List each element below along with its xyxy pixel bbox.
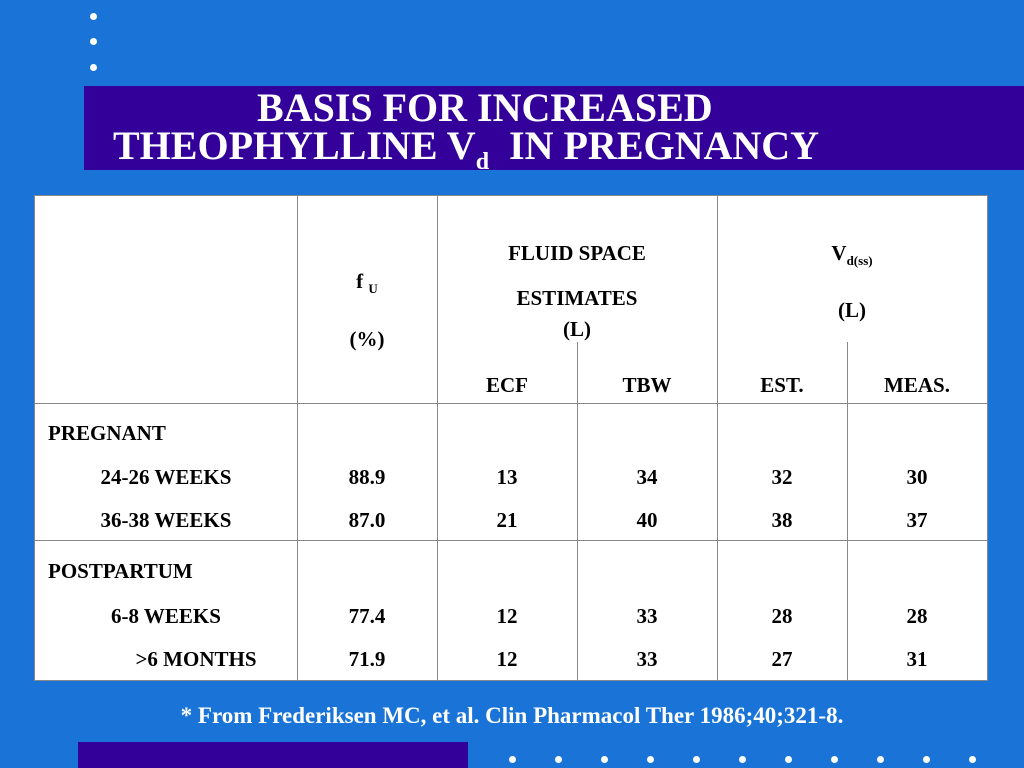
cell-meas: 28 xyxy=(906,604,928,628)
header-fluid-unit: (L) xyxy=(563,317,591,341)
slide-title-end: IN PREGNANCY xyxy=(509,123,820,168)
cell-ecf: 13 xyxy=(496,465,518,489)
cell-est: 32 xyxy=(771,465,793,489)
cell-fu: 88.9 xyxy=(348,465,386,489)
header-fluid-space: FLUID SPACE xyxy=(508,241,646,265)
header-fluid-estimates: ESTIMATES xyxy=(516,286,638,310)
cell-est: 28 xyxy=(771,604,793,628)
header-est: EST. xyxy=(760,373,804,397)
decor-dot xyxy=(555,756,562,763)
row-label: 6-8 WEEKS xyxy=(111,604,221,628)
row-label: 24-26 WEEKS xyxy=(100,465,232,489)
cell-meas: 30 xyxy=(906,465,928,489)
header-fu-subscript: U xyxy=(368,281,378,296)
decor-dot xyxy=(509,756,516,763)
cell-tbw: 33 xyxy=(636,604,658,628)
data-table xyxy=(34,195,988,681)
decor-dot xyxy=(601,756,608,763)
cell-fu: 87.0 xyxy=(348,508,386,532)
slide-title-line2 xyxy=(113,123,820,175)
decor-dot xyxy=(90,38,97,45)
header-ecf: ECF xyxy=(486,373,528,397)
decor-dot xyxy=(785,756,792,763)
row-label: >6 MONTHS xyxy=(135,647,257,671)
header-divider xyxy=(35,403,987,404)
decor-dot xyxy=(647,756,654,763)
cell-ecf: 12 xyxy=(496,647,518,671)
row-label: 36-38 WEEKS xyxy=(100,508,232,532)
cell-fu: 77.4 xyxy=(348,604,386,628)
header-vd-subscript: d(ss) xyxy=(846,253,873,268)
header-vd-unit: (L) xyxy=(838,298,866,322)
slide-title-line1: BASIS FOR INCREASED xyxy=(257,85,713,130)
cell-tbw: 33 xyxy=(636,647,658,671)
header-vd-main: V xyxy=(831,241,847,265)
decor-dot xyxy=(90,64,97,71)
header-fu xyxy=(297,269,437,296)
header-vd xyxy=(717,241,987,268)
group-label: POSTPARTUM xyxy=(48,559,193,583)
slide-title-subscript: d xyxy=(475,149,490,175)
cell-ecf: 21 xyxy=(496,508,518,532)
citation-footnote: * From Frederiksen MC, et al. Clin Pharmacol Ther 1986;40;321-8. xyxy=(180,703,844,728)
cell-meas: 31 xyxy=(906,647,928,671)
group-label: PREGNANT xyxy=(48,421,166,445)
cell-tbw: 34 xyxy=(636,465,658,489)
cell-fu: 71.9 xyxy=(348,647,386,671)
slide-title-gap xyxy=(489,123,509,168)
header-meas: MEAS. xyxy=(884,373,950,397)
cell-tbw: 40 xyxy=(636,508,658,532)
header-tbw: TBW xyxy=(622,373,672,397)
decor-dot xyxy=(923,756,930,763)
cell-ecf: 12 xyxy=(496,604,518,628)
decor-dot xyxy=(831,756,838,763)
bottom-accent-bar xyxy=(78,742,468,768)
decor-dot xyxy=(693,756,700,763)
decor-dot xyxy=(877,756,884,763)
cell-meas: 37 xyxy=(906,508,928,532)
header-fu-unit: (%) xyxy=(349,327,385,351)
decor-dot xyxy=(90,13,97,20)
cell-est: 27 xyxy=(771,647,793,671)
decor-dot xyxy=(739,756,746,763)
cell-est: 38 xyxy=(771,508,793,532)
header-fu-main: f xyxy=(356,269,364,293)
group-divider xyxy=(35,540,987,541)
decor-dot xyxy=(969,756,976,763)
slide-title-main: THEOPHYLLINE V xyxy=(113,123,476,168)
